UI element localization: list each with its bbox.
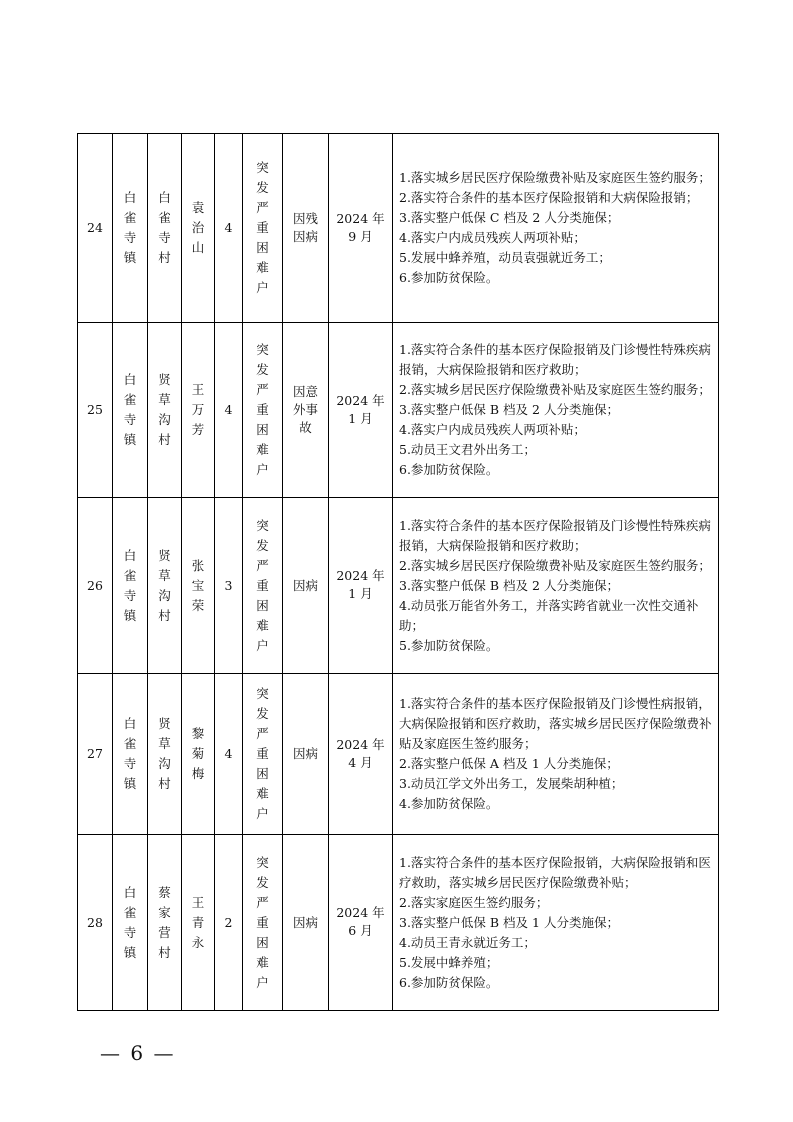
date-cell: 2024 年 4 月 xyxy=(329,674,393,835)
measure-item: 2.落实家庭医生签约服务； xyxy=(399,894,549,910)
measure-item: 4.参加防贫保险。 xyxy=(399,796,499,811)
measure-item: 3.落实整户低保 B 档及 1 人分类施保； xyxy=(399,914,619,930)
row-index: 28 xyxy=(78,835,113,1011)
village-cell: 贤草沟村 xyxy=(148,498,182,674)
village-cell: 蔡家营村 xyxy=(148,835,182,1011)
measure-item: 1.落实符合条件的基本医疗保险报销，大病保险报销和医疗救助，落实城乡居民医疗保险缴费补贴； xyxy=(399,854,711,890)
table-row xyxy=(78,498,719,674)
measure-item: 6.参加防贫保险。 xyxy=(399,270,499,285)
measure-item: 3.落实整户低保 C 档及 2 人分类施保； xyxy=(399,210,620,225)
measures-cell xyxy=(393,674,719,835)
measure-item: 5.发展中蜂养殖，动员袁强就近务工； xyxy=(399,250,611,265)
type-cell: 突发严重困难户 xyxy=(243,674,283,835)
measure-item: 4.落实户内成员残疾人两项补贴； xyxy=(399,230,586,245)
measure-item: 3.动员江学文外出务工，发展柴胡种植； xyxy=(399,776,624,791)
measures-cell xyxy=(393,134,719,323)
measure-item: 2.落实城乡居民医疗保险缴费补贴及家庭医生签约服务； xyxy=(399,382,711,397)
measure-item: 2.落实城乡居民医疗保险缴费补贴及家庭医生签约服务； xyxy=(399,557,711,573)
name-cell: 黎菊梅 xyxy=(182,674,215,835)
town-cell: 白雀寺镇 xyxy=(113,323,148,498)
measure-item: 3.落实整户低保 B 档及 2 人分类施保； xyxy=(399,577,619,593)
town-cell: 白雀寺镇 xyxy=(113,134,148,323)
measure-item: 1.落实符合条件的基本医疗保险报销及门诊慢性特殊疾病报销，大病保险报销和医疗救助； xyxy=(399,517,711,553)
date-cell: 2024 年 9 月 xyxy=(329,134,393,323)
type-cell: 突发严重困难户 xyxy=(243,134,283,323)
name-cell: 王万芳 xyxy=(182,323,215,498)
type-cell: 突发严重困难户 xyxy=(243,323,283,498)
type-cell: 突发严重困难户 xyxy=(243,835,283,1011)
date-cell: 2024 年 1 月 xyxy=(329,498,393,674)
cause-cell: 因病 xyxy=(283,674,329,835)
town-cell: 白雀寺镇 xyxy=(113,835,148,1011)
measures-cell xyxy=(393,835,719,1011)
row-index: 26 xyxy=(78,498,113,674)
table-row xyxy=(78,674,719,835)
date-cell: 2024 年 6 月 xyxy=(329,835,393,1011)
cause-cell: 因病 xyxy=(283,835,329,1011)
household-count: 4 xyxy=(215,134,243,323)
type-cell: 突发严重困难户 xyxy=(243,498,283,674)
row-index: 27 xyxy=(78,674,113,835)
row-index: 25 xyxy=(78,323,113,498)
measure-item: 2.落实符合条件的基本医疗保险报销和大病保险报销； xyxy=(399,190,699,205)
town-cell: 白雀寺镇 xyxy=(113,674,148,835)
village-cell: 贤草沟村 xyxy=(148,674,182,835)
measure-item: 4.动员王青永就近务工； xyxy=(399,934,536,950)
date-cell: 2024 年 1 月 xyxy=(329,323,393,498)
measure-item: 3.落实整户低保 B 档及 2 人分类施保； xyxy=(399,402,619,417)
measure-item: 1.落实城乡居民医疗保险缴费补贴及家庭医生签约服务； xyxy=(399,170,711,185)
row-index: 24 xyxy=(78,134,113,323)
measure-item: 6.参加防贫保险。 xyxy=(399,974,499,990)
table-row xyxy=(78,323,719,498)
page-number: — 6 — xyxy=(100,1041,176,1065)
assistance-table xyxy=(77,133,719,1011)
household-count: 2 xyxy=(215,835,243,1011)
name-cell: 王青永 xyxy=(182,835,215,1011)
cause-cell: 因残因病 xyxy=(283,134,329,323)
measure-item: 4.动员张万能省外务工，并落实跨省就业一次性交通补助； xyxy=(399,597,699,633)
measures-cell xyxy=(393,323,719,498)
household-count: 4 xyxy=(215,674,243,835)
measure-item: 5.参加防贫保险。 xyxy=(399,637,499,653)
table-row xyxy=(78,835,719,1011)
measure-item: 6.参加防贫保险。 xyxy=(399,462,499,477)
household-count: 3 xyxy=(215,498,243,674)
measure-item: 4.落实户内成员残疾人两项补贴； xyxy=(399,422,586,437)
measure-item: 2.落实整户低保 A 档及 1 人分类施保； xyxy=(399,756,619,771)
name-cell: 张宝荣 xyxy=(182,498,215,674)
town-cell: 白雀寺镇 xyxy=(113,498,148,674)
cause-cell: 因意外事故 xyxy=(283,323,329,498)
name-cell: 袁治山 xyxy=(182,134,215,323)
measure-item: 5.发展中蜂养殖； xyxy=(399,954,499,970)
cause-cell: 因病 xyxy=(283,498,329,674)
village-cell: 白雀寺村 xyxy=(148,134,182,323)
village-cell: 贤草沟村 xyxy=(148,323,182,498)
measure-item: 1.落实符合条件的基本医疗保险报销及门诊慢性病报销，大病保险报销和医疗救助，落实城乡居民医疗保险缴费补贴及家庭医生签约服务； xyxy=(399,696,712,751)
household-count: 4 xyxy=(215,323,243,498)
measures-cell xyxy=(393,498,719,674)
measure-item: 5.动员王文君外出务工； xyxy=(399,442,536,457)
table-row xyxy=(78,134,719,323)
measure-item: 1.落实符合条件的基本医疗保险报销及门诊慢性特殊疾病报销，大病保险报销和医疗救助； xyxy=(399,342,711,377)
